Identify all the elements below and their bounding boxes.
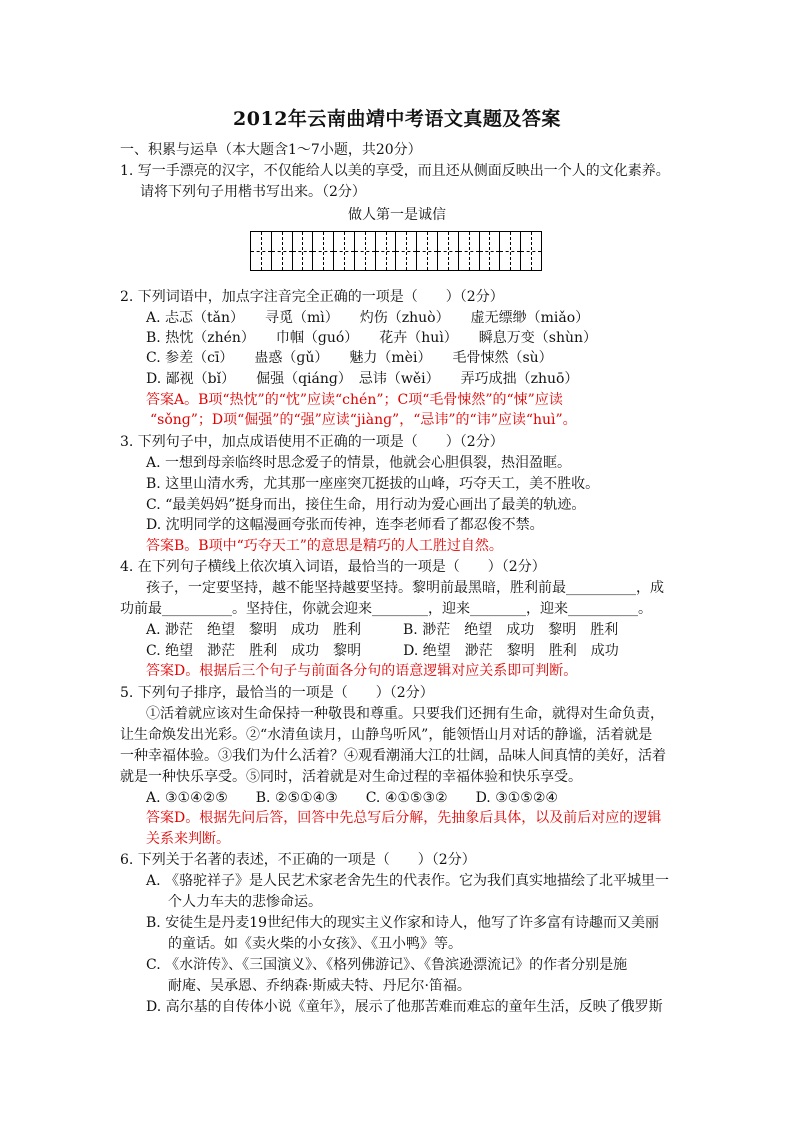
grid-cell xyxy=(313,232,334,270)
q3-stem: 3. 下列句子中，加点成语使用不正确的一项是（ ）（2分） xyxy=(120,434,504,450)
q4-options-ab: A. 渺茫 绝望 黎明 成功 胜利 B. 渺茫 绝望 成功 黎明 胜利 xyxy=(146,622,619,638)
q2-answer-line2: “sǒnɡ”；D项“倔强”的“强”应读“jiànɡ”，“忌讳”的“讳”应读“huì”。 xyxy=(150,412,577,428)
q1-sentence: 做人第一是诚信 xyxy=(348,207,446,223)
q6-option-b-line2: 的童话。如《卖火柴的小女孩》、《丑小鸭》等。 xyxy=(168,936,462,952)
q6-option-c-line1: C. 《水浒传》、《三国演义》、《格列佛游记》、《鲁滨逊漂流记》的作者分别是施 xyxy=(146,957,628,973)
document-title: 2012年云南曲靖中考语文真题及答案 xyxy=(233,108,561,130)
grid-cell xyxy=(251,232,272,270)
grid-cell xyxy=(459,232,480,270)
q5-stem: 5. 下列句子排序，最恰当的一项是（ ）（2分） xyxy=(120,685,434,701)
grid-cell xyxy=(396,232,417,270)
grid-cell xyxy=(521,232,541,270)
grid-cell xyxy=(500,232,521,270)
q2-option-b: B. 热忱（zhén） 巾帼（ɡuó） 花卉（huì） 瞬息万变（shùn） xyxy=(146,330,598,346)
q5-passage-line3: 一种幸福体验。③我们为什么活着？④观看潮涌大江的壮阔，品味人间真情的美好，活着 xyxy=(120,748,666,764)
section-heading: 一、积累与运阜（本大题含1～7小题，共20分） xyxy=(120,142,422,158)
grid-cell xyxy=(293,232,314,270)
q2-option-c: C. 参差（cī） 蛊惑（ɡǔ） 魅力（mèi） 毛骨悚然（sù） xyxy=(146,350,553,366)
grid-cell xyxy=(355,232,376,270)
grid-cell xyxy=(438,232,459,270)
q4-answer: 答案D。根据后三个句子与前面各分句的语意逻辑对应关系即可判断。 xyxy=(146,663,578,679)
q2-option-a: A. 忐忑（tǎn） 寻觅（mì） 灼伤（zhuò） 虚无缥缈（miǎo） xyxy=(146,310,590,326)
q2-stem: 2. 下列词语中，加点字注音完全正确的一项是（ ）（2分） xyxy=(120,289,504,305)
q6-option-a-line2: 个人力车夫的悲惨命运。 xyxy=(168,894,322,910)
q5-answer-line1: 答案D。根据先问后答，回答中先总写后分解，先抽象后具体，以及前后对应的逻辑 xyxy=(146,810,662,826)
q2-option-d: D. 鄙视（bǐ） 倔强（qiánɡ） 忌讳（wěi） 弄巧成拙（zhuō） xyxy=(146,371,579,387)
q4-passage-line1: 孩子，一定要坚持，越不能坚持越要坚持。黎明前最黑暗，胜利前最__________，成 xyxy=(146,580,664,596)
q6-option-a-line1: A. 《骆驼祥子》是人民艺术家老舍先生的代表作。它为我们真实地描绘了北平城里一 xyxy=(146,873,670,889)
q6-option-d-line1: D. 高尔基的自传体小说《童年》，展示了他那苦难而难忘的童年生活，反映了俄罗斯 xyxy=(146,999,663,1015)
q6-stem: 6. 下列关于名著的表述，不正确的一项是（ ）（2分） xyxy=(120,852,476,868)
q3-option-a: A. 一想到母亲临终时思念爱子的情景，他就会心胆俱裂，热泪盈眶。 xyxy=(146,455,572,471)
q4-passage-line2: 功前最__________。坚持住，你就会迎来________，迎来________，迎来__________。 xyxy=(120,601,652,617)
q3-answer: 答案B。B项中“巧夺天工”的意思是精巧的人工胜过自然。 xyxy=(146,538,503,554)
q1-stem-line2: 请将下列句子用楷书写出来。（2分） xyxy=(140,184,366,200)
grid-cell xyxy=(480,232,501,270)
q6-option-b-line1: B. 安徒生是丹麦19世纪伟大的现实主义作家和诗人，他写了许多富有诗趣而又美丽 xyxy=(146,915,660,931)
q5-passage-line2: 让生命焕发出光彩。②“水清鱼读月，山静鸟听风”，能领悟山月对话的静谧，活着就是 xyxy=(120,727,653,743)
grid-cell xyxy=(376,232,397,270)
q3-option-c: C. “最美妈妈”挺身而出，接住生命，用行动为爱心画出了最美的轨迹。 xyxy=(146,497,586,513)
q5-options: A. ③①④②⑤ B. ②⑤①④③ C. ④①⑤③② D. ③①⑤②④ xyxy=(146,790,558,806)
q1-stem-line1: 1. 写一手漂亮的汉字，不仅能给人以美的享受，而且还从侧面反映出一个人的文化素养。 xyxy=(120,163,670,179)
q5-answer-line2: 关系来判断。 xyxy=(146,831,230,847)
q3-option-d: D. 沈明同学的这幅漫画夸张而传神，连李老师看了都忍俊不禁。 xyxy=(146,517,544,533)
q4-stem: 4. 在下列句子横线上依次填入词语，最恰当的一项是（ ）（2分） xyxy=(120,559,546,575)
q2-answer-line1: 答案A。B项“热忱”的“忱”应读“chén”；C项“毛骨悚然”的“悚”应读 xyxy=(146,392,563,408)
q3-option-b: B. 这里山清水秀，尤其那一座座突兀挺拔的山峰，巧夺天工，美不胜收。 xyxy=(146,476,600,492)
grid-cell xyxy=(272,232,293,270)
grid-cell xyxy=(417,232,438,270)
q4-options-cd: C. 绝望 渺茫 胜利 成功 黎明 D. 绝望 渺茫 黎明 胜利 成功 xyxy=(146,643,619,659)
q5-passage-line1: ①活着就应该对生命保持一种敬畏和尊重。只要我们还拥有生命，就得对生命负责， xyxy=(146,706,664,722)
grid-cell xyxy=(334,232,355,270)
q6-option-c-line2: 耐庵、吴承恩、乔纳森·斯威夫特、丹尼尔·笛福。 xyxy=(168,978,471,994)
writing-grid xyxy=(250,231,542,271)
q5-passage-line4: 就是一种快乐享受。⑤同时，活着就是对生命过程的幸福体验和快乐享受。 xyxy=(120,769,582,785)
